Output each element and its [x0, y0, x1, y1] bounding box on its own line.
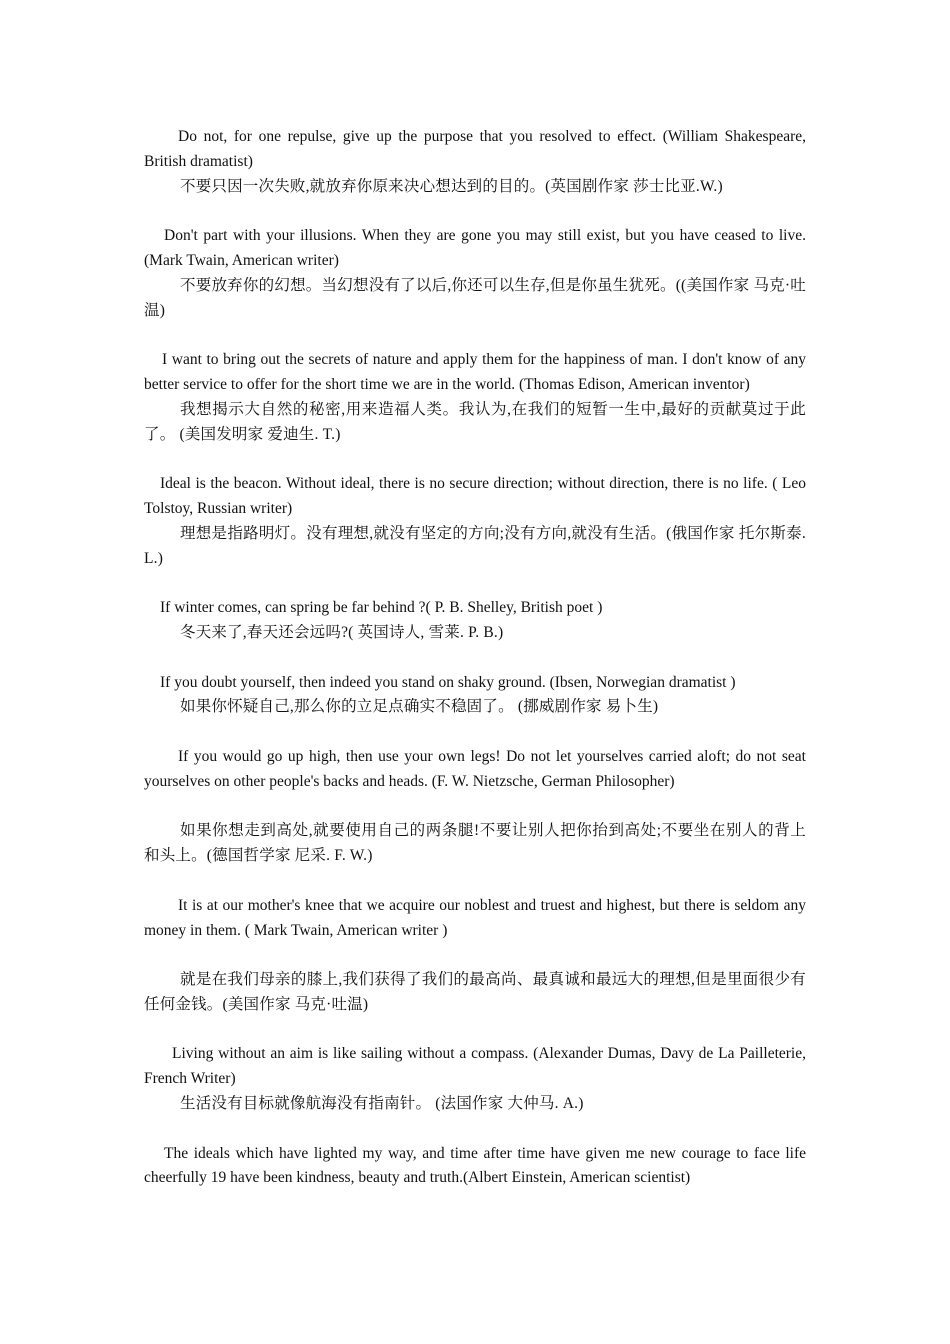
quote-3-english: I want to bring out the secrets of nature and apply them for the happiness of man. I don't know of any better service to offer for the short time we are in the world. (Thomas Edison, American inventor) [144, 351, 806, 393]
paragraph-spacer [144, 943, 806, 968]
quote-5-chinese: 冬天来了,春天还会远吗?( 英国诗人, 雪莱. P. B.) [180, 623, 504, 641]
quote-2-chinese: 不要放弃你的幻想。当幻想没有了以后,你还可以生存,但是你虽生犹死。((美国作家 马克·吐温) [144, 276, 806, 319]
quote-2-english: Don't part with your illusions. When they are gone you may still exist, but you have ceased to live. (Mark Twain, American writer) [144, 227, 806, 269]
quote-4-chinese: 理想是指路明灯。没有理想,就没有坚定的方向;没有方向,就没有生活。(俄国作家 托尔斯泰. L.) [144, 524, 806, 567]
paragraph-spacer [144, 1018, 806, 1043]
quote-6-chinese: 如果你怀疑自己,那么你的立足点确实不稳固了。 (挪威剧作家 易卜生) [180, 698, 659, 716]
quote-8-chinese: 就是在我们母亲的膝上,我们获得了我们的最高尚、最真诚和最远大的理想,但是里面很少有任何金钱。(美国作家 马克·吐温) [144, 971, 806, 1013]
paragraph-spacer [144, 795, 806, 820]
quote-9-chinese: 生活没有目标就像航海没有指南针。 (法国作家 大仲马. A.) [180, 1095, 584, 1113]
quote-4-english: Ideal is the beacon. Without ideal, there is no secure direction; without direction, there is no life. ( Leo Tolstoy, Russian writer) [144, 475, 806, 517]
quote-5-english: If winter comes, can spring be far behind ?( P. B. Shelley, British poet ) [160, 599, 603, 617]
paragraph-spacer [144, 646, 806, 671]
paragraph-spacer [144, 323, 806, 348]
paragraph-spacer [144, 1117, 806, 1142]
paragraph-spacer [144, 571, 806, 596]
quote-10-english: The ideals which have lighted my way, and time after time have given me new courage to face life cheerfully 19 have been kindness, beauty and truth.(Albert Einstein, American scientist) [144, 1144, 806, 1187]
quote-6-english: If you doubt yourself, then indeed you stand on shaky ground. (Ibsen, Norwegian dramatist ) [160, 673, 736, 691]
quote-1-chinese: 不要只因一次失败,就放弃你原来决心想达到的目的。(英国剧作家 莎士比亚.W.) [180, 177, 723, 195]
document-page [144, 125, 806, 1191]
quote-8-english: It is at our mother's knee that we acquire our noblest and truest and highest, but there is seldom any money in them. ( Mark Twain, American writer ) [144, 896, 806, 939]
paragraph-spacer [144, 447, 806, 472]
quote-1-english: Do not, for one repulse, give up the purpose that you resolved to effect. (William Shakespeare, British dramatist) [144, 128, 806, 170]
paragraph-spacer [144, 720, 806, 745]
quote-9-english: Living without an aim is like sailing without a compass. (Alexander Dumas, Davy de La Pailleterie, French Writer) [144, 1045, 806, 1088]
quote-7-english: If you would go up high, then use your own legs! Do not let yourselves carried aloft; do not seat yourselves on other people's backs and heads. (F. W. Nietzsche, German Philosopher) [144, 747, 806, 790]
quote-3-chinese: 我想揭示大自然的秘密,用来造福人类。我认为,在我们的短暂一生中,最好的贡献莫过于此了。 (美国发明家 爱迪生. T.) [144, 400, 806, 443]
paragraph-spacer [144, 199, 806, 224]
quote-7-chinese: 如果你想走到高处,就要使用自己的两条腿!不要让别人把你抬到高处;不要坐在别人的背上和头上。(德国哲学家 尼采. F. W.) [144, 822, 806, 865]
paragraph-spacer [144, 869, 806, 894]
